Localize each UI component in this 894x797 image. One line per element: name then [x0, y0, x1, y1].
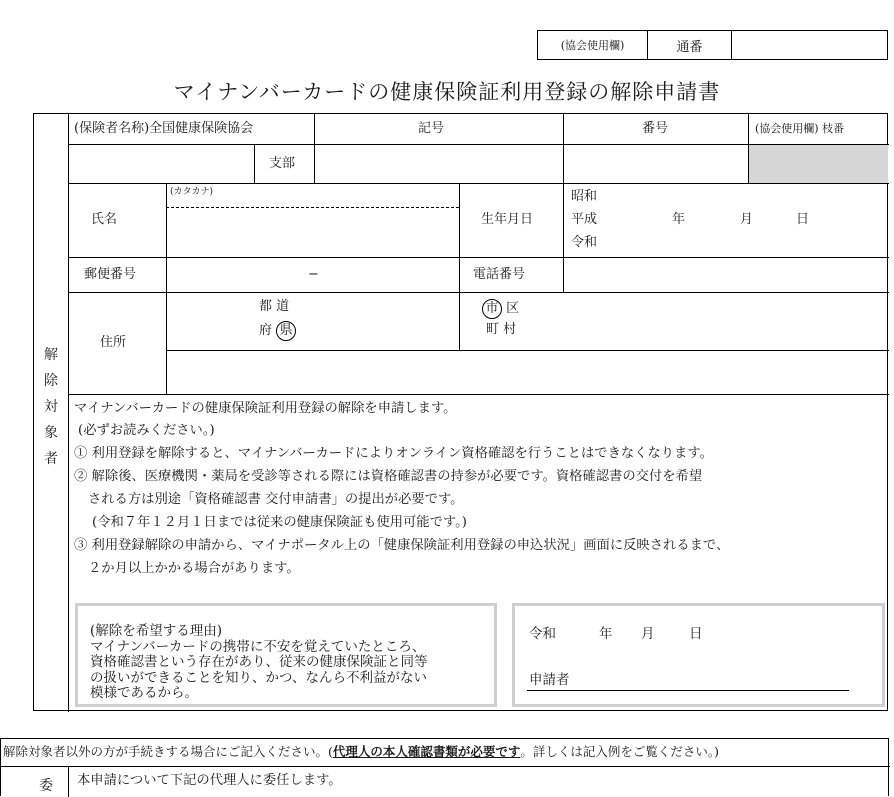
- notice-item-2: ② 解除後、医療機関・薬局を受診等される際には資格確認書の持参が必要です。資格確認書の交付を希望: [74, 469, 703, 484]
- branch-number-label: (協会使用欄) 枝番: [755, 122, 845, 135]
- application-year-label: 年: [599, 626, 613, 642]
- insurer-name-label: (保険者名称)全国健康保険協会: [74, 121, 254, 136]
- branch-shaded-cell: [748, 144, 888, 183]
- prefecture-circled-option: 県: [276, 321, 296, 341]
- application-date-box: [512, 603, 885, 707]
- notice-item-3-cont: ２か月以上かかる場合があります。: [88, 561, 300, 576]
- page-title: マイナンバーカードの健康保険証利用登録の解除申請書: [173, 80, 721, 104]
- dob-year-label: 年: [672, 212, 686, 227]
- reason-text-field[interactable]: マイナンバーカードの携帯に不安を覚えていたところ、 資格確認書という存在があり、従来の健康保険証と同等 の扱いができることを知り、かつ、なんら不利益がない 模様であるから。: [90, 638, 428, 701]
- number-field[interactable]: [565, 146, 746, 181]
- delegate-section: [0, 738, 889, 796]
- name-label: 氏名: [91, 212, 118, 227]
- name-field[interactable]: [168, 209, 458, 257]
- postal-label: 郵便番号: [84, 267, 137, 282]
- era-reiwa[interactable]: 令和: [571, 235, 598, 250]
- reason-box: [75, 603, 497, 707]
- prefecture-options-top: 都 道: [259, 299, 290, 314]
- town-options: 町 村: [486, 322, 517, 337]
- serial-value-field[interactable]: [732, 31, 887, 59]
- kana-label: (カタカナ): [170, 187, 214, 197]
- number-label: 番号: [642, 121, 669, 136]
- notice-item-2-cont: される方は別途「資格確認書 交付申請書」の提出が必要です。: [88, 492, 464, 507]
- address-detail-field[interactable]: [168, 352, 888, 392]
- applicant-field[interactable]: [575, 668, 847, 690]
- branch-label: 支部: [269, 156, 296, 171]
- postal-field[interactable]: −: [308, 267, 319, 282]
- section-label-vertical: 解 除 対 象 者: [44, 347, 58, 467]
- notice-must-read: (必ずお読みください。): [78, 423, 215, 438]
- prefecture-options-bottom: 府 県: [259, 321, 296, 341]
- symbol-label: 記号: [418, 121, 445, 136]
- symbol-field[interactable]: [316, 146, 561, 181]
- application-month-label: 月: [641, 626, 655, 642]
- address-label: 住所: [100, 335, 127, 350]
- phone-field[interactable]: [565, 259, 887, 290]
- notice-item-1: ① 利用登録を解除すると、マイナンバーカードによりオンライン資格確認を行うことはできなくなります。: [74, 446, 713, 461]
- dob-label: 生年月日: [481, 212, 534, 227]
- city-circled-option: 市: [482, 299, 502, 319]
- notice-item-3: ③ 利用登録解除の申請から、マイナポータル上の「健康保険証利用登録の申込状況」画面に反映されるまで、: [74, 538, 730, 553]
- admin-use-box: [537, 30, 888, 60]
- application-era: 令和: [529, 626, 556, 642]
- application-day-label: 日: [689, 626, 703, 642]
- serial-label: 通番: [648, 31, 732, 59]
- notice-item-2-note: (令和７年１２月１日までは従来の健康保険証も使用可能です。): [92, 515, 467, 530]
- delegate-text: 本申請について下記の代理人に委任します。: [77, 773, 342, 788]
- dob-day-label: 日: [796, 212, 810, 227]
- applicant-label: 申請者: [529, 672, 570, 688]
- admin-use-label: (協会使用欄): [538, 31, 648, 59]
- phone-label: 電話番号: [473, 267, 526, 282]
- delegate-notice: 解除対象者以外の方が手続きする場合にご記入ください。(代理人の本人確認書類が必要です。詳しくは記入例をご覧ください。): [3, 744, 720, 759]
- era-showa[interactable]: 昭和: [571, 189, 598, 204]
- city-options-top: 市 区: [482, 299, 519, 319]
- reason-label: (解除を希望する理由): [90, 623, 223, 639]
- era-heisei[interactable]: 平成: [571, 212, 598, 227]
- notice-lead: マイナンバーカードの健康保険証利用登録の解除を申請します。: [74, 401, 457, 416]
- delegate-side-label: 委: [39, 778, 53, 794]
- delegate-id-required: 代理人の本人確認書類が必要です: [332, 744, 521, 759]
- branch-name-field[interactable]: [70, 146, 252, 181]
- dob-month-label: 月: [740, 212, 754, 227]
